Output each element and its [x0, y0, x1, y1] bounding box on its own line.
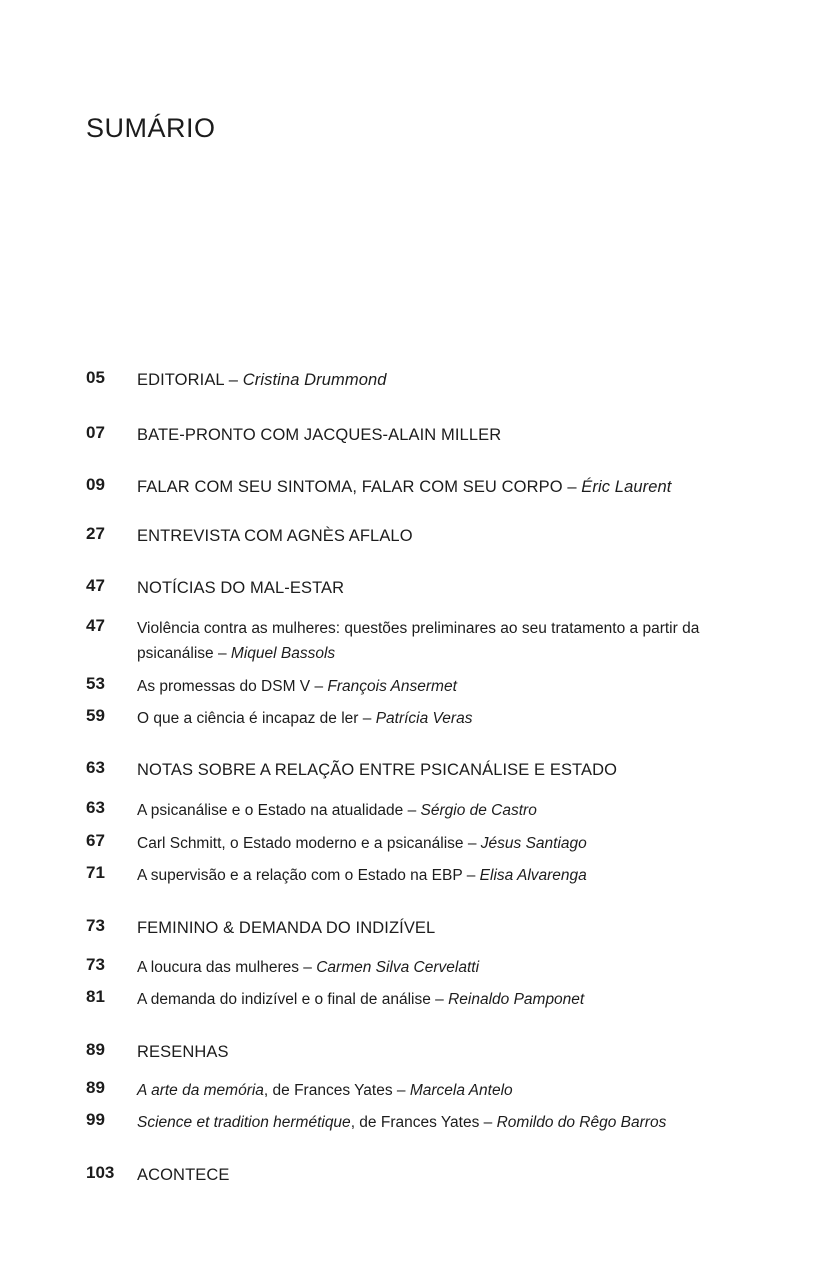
- entry-text: [137, 916, 737, 941]
- entry-text: [137, 1040, 737, 1065]
- entry-separator: –: [310, 678, 328, 695]
- entry-title: ENTREVISTA COM AGNÈS AFLALO: [137, 527, 413, 545]
- entry-text: [137, 423, 737, 448]
- entry-text: [137, 831, 737, 856]
- entry-author: Patrícia Veras: [375, 710, 473, 727]
- entry-title: RESENHAS: [137, 1043, 229, 1061]
- entry-separator: –: [403, 802, 421, 819]
- page-number: 73: [86, 955, 105, 974]
- entry-separator: –: [392, 1082, 410, 1099]
- entry-title: A loucura das mulheres: [137, 959, 299, 976]
- entry-separator: –: [298, 959, 317, 976]
- page-number: 73: [86, 916, 105, 935]
- entry-text: [137, 798, 737, 823]
- entry-text: [137, 987, 737, 1012]
- entry-separator: –: [358, 710, 376, 727]
- page-number: 103: [86, 1163, 115, 1182]
- entry-title: A supervisão e a relação com o Estado na EBP: [137, 867, 463, 884]
- entry-title: , de Frances Yates: [350, 1114, 480, 1131]
- entry-title: FALAR COM SEU SINTOMA, FALAR COM SEU CORPO: [137, 478, 563, 496]
- entry-title: Violência contra as mulheres: questões preliminares ao seu tratamento a partir da psicanálise: [137, 620, 700, 662]
- page-number: 89: [86, 1040, 105, 1059]
- entry-separator: –: [430, 991, 449, 1008]
- entry-work-title: A arte da memória: [137, 1082, 264, 1099]
- entry-author: Marcela Antelo: [409, 1082, 513, 1099]
- entry-separator: –: [224, 371, 243, 389]
- entry-separator: –: [479, 1114, 497, 1131]
- entry-text: [137, 706, 737, 731]
- page-number: 63: [86, 758, 105, 777]
- entry-title: EDITORIAL: [137, 371, 225, 389]
- entry-text: [137, 616, 737, 666]
- entry-text: [137, 576, 737, 601]
- page-number: 09: [86, 475, 105, 494]
- entry-separator: –: [462, 867, 480, 884]
- entry-title: As promessas do DSM V: [137, 678, 311, 695]
- entry-author: Reinaldo Pamponet: [448, 991, 585, 1008]
- entry-author: Elisa Alvarenga: [479, 867, 587, 884]
- entry-text: [137, 368, 737, 393]
- entry-author: Romildo do Rêgo Barros: [496, 1114, 667, 1131]
- entry-title: O que a ciência é incapaz de ler: [137, 710, 359, 727]
- page-number: 89: [86, 1078, 105, 1097]
- page-number: 99: [86, 1110, 105, 1129]
- entry-title: BATE-PRONTO COM JACQUES-ALAIN MILLER: [137, 426, 502, 444]
- entry-author: Carmen Silva Cervelatti: [316, 959, 480, 976]
- entry-work-title: Science et tradition hermétique: [137, 1114, 351, 1131]
- entry-title: A psicanálise e o Estado na atualidade: [137, 802, 404, 819]
- entry-title: NOTAS SOBRE A RELAÇÃO ENTRE PSICANÁLISE E ESTADO: [137, 761, 618, 779]
- entry-title: A demanda do indizível e o final de análise: [137, 991, 431, 1008]
- entry-text: [137, 524, 737, 549]
- entry-title: ACONTECE: [137, 1166, 230, 1184]
- page-number: 05: [86, 368, 105, 387]
- entry-title: NOTÍCIAS DO MAL-ESTAR: [137, 579, 345, 597]
- page-number: 67: [86, 831, 105, 850]
- page-number: 47: [86, 576, 105, 595]
- entry-separator: –: [562, 478, 582, 496]
- entry-title: Carl Schmitt, o Estado moderno e a psicanálise: [137, 835, 464, 852]
- entry-separator: –: [213, 645, 231, 662]
- entry-author: Éric Laurent: [581, 478, 672, 496]
- page-title: SUMÁRIO: [86, 113, 216, 143]
- entry-title: , de Frances Yates: [263, 1082, 393, 1099]
- entry-title: FEMININO & DEMANDA DO INDIZÍVEL: [137, 919, 436, 937]
- page-number: 53: [86, 674, 105, 693]
- entry-author: Sérgio de Castro: [420, 802, 537, 819]
- page-number: 59: [86, 706, 105, 725]
- page-number: 47: [86, 616, 105, 635]
- entry-author: Miquel Bassols: [230, 645, 336, 662]
- entry-separator: –: [463, 835, 481, 852]
- page-number: 27: [86, 524, 105, 543]
- entry-text: [137, 475, 737, 500]
- entry-text: [137, 863, 737, 888]
- entry-text: [137, 674, 737, 699]
- entry-author: Cristina Drummond: [242, 371, 387, 389]
- entry-text: [137, 758, 737, 783]
- page-number: 63: [86, 798, 105, 817]
- page-number: 07: [86, 423, 105, 442]
- entry-text: [137, 1110, 737, 1135]
- entry-author: Jésus Santiago: [480, 835, 587, 852]
- page-number: 71: [86, 863, 105, 882]
- entry-text: [137, 1163, 737, 1188]
- entry-text: [137, 1078, 737, 1103]
- page-number: 81: [86, 987, 105, 1006]
- entry-text: [137, 955, 737, 980]
- entry-author: François Ansermet: [327, 678, 457, 695]
